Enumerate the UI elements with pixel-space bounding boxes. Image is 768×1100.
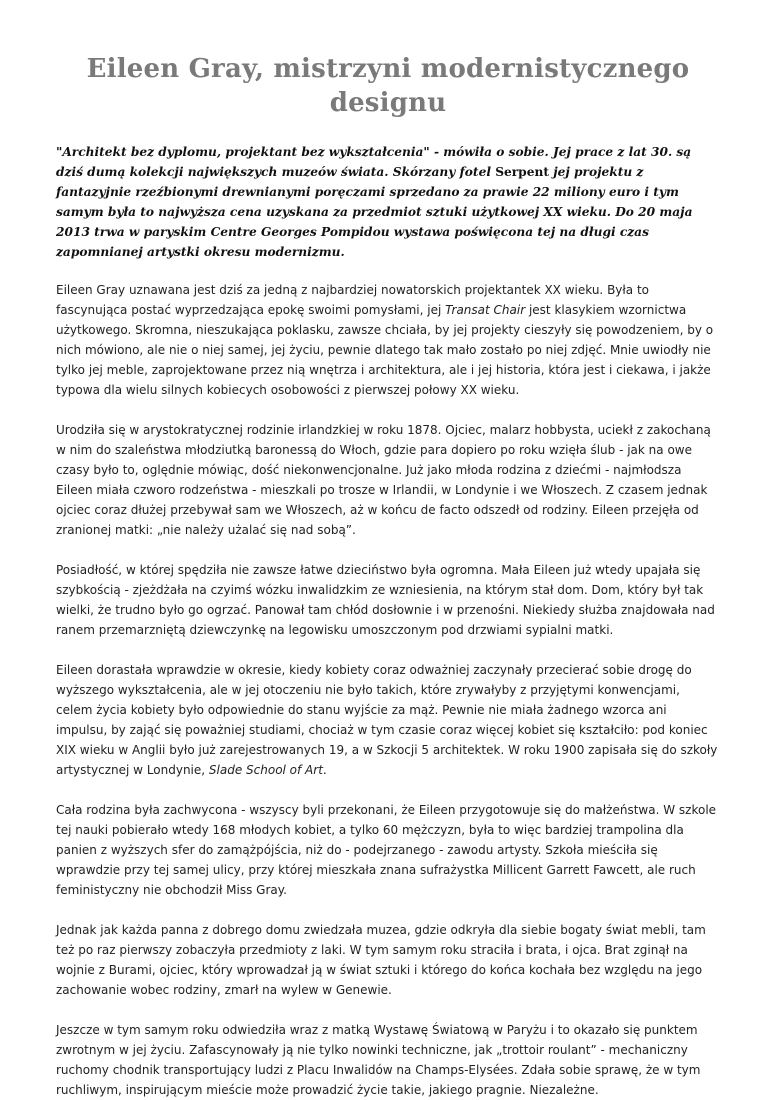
paragraph-1-c: jest klasykiem wzornictwa użytkowego. Skromna, nieszukająca poklasku, zawsze chciała, by jej projekty cieszyły się powodzeniem, by o nich mówiono, ale nie o niej samej, jej życiu, pewnie dlatego tak mało zostało po niej zdjęć. Mnie uwiodły nie tylko jej meble, zaprojektowane przez nią wnętrza i architektura, ale i jej historia, która jest i ciekawa, i jakże typowa dla wielu silnych kobiecych osobowości z pierwszej połowy XX wieku. (56, 303, 714, 397)
paragraph-1-transat-chair: Transat Chair (445, 303, 526, 317)
article-title: Eileen Gray, mistrzyni modernistycznego designu (86, 54, 690, 118)
paragraph-2: Urodziła się w arystokratycznej rodzinie irlandzkiej w roku 1878. Ojciec, malarz hobbysta, uciekł z zakochaną w nim do szaleństwa młodziutką baronessą do Włoch, gdzie para dopiero po roku wzięła ślub - jak na owe czasy było to, oględnie mówiąc, dość niekonwencjonalne. Już jako młoda rodzina z dziećmi - najmłodsza Eileen miała czworo rodzeństwa - mieszkali po trosze w Irlandii, w Londynie i we Włoszech. Z czasem jednak ojciec coraz dłużej przebywał sam we Włoszech, aż w końcu de facto odszedł od rodziny. Eileen przejęła od zranionej matki: „nie należy użalać się nad sobą”. (56, 423, 711, 537)
paragraph-4 (56, 660, 720, 780)
paragraph-7: Jeszcze w tym samym roku odwiedziła wraz z matką Wystawę Światową w Paryżu i to okazało się punktem zwrotnym w jej życiu. Zafascynowały ją nie tylko nowinki techniczne, jak „trottoir roulant” - mechaniczny ruchomy chodnik transportujący ludzi z Placu Inwalidów na Champs-Elysées. Zdała sobie sprawę, że w tym ruchliwym, inspirującym mieście może prowadzić życie takie, jakiego pragnie. Niezależne. (56, 1023, 701, 1097)
lead-text-serpent: Serpent (495, 165, 549, 179)
paragraph-4-a: Eileen dorastała wprawdzie w okresie, kiedy kobiety coraz odważniej zaczynały przecierać sobie drogę do wyższego wykształcenia, ale w jej otoczeniu nie było takich, które zrywałyby z przyjętymi konwencjami, celem życia kobiety było odpowiednie do stanu wyjście za mąż. Pewnie nie miała żadnego wzorca ani impulsu, by zająć się poważniej studiami, chociaż w tym czasie coraz więcej kobiet się kształciło: pod koniec XIX wieku w Anglii było już zarejestrowanych 19, a w Szkocji 5 architektek. W roku 1900 zapisała się do szkoły artystycznej w Londynie, (56, 663, 718, 777)
article-lead (56, 142, 720, 262)
paragraph-5: Cała rodzina była zachwycona - wszyscy byli przekonani, że Eileen przygotowuje się do małżeństwa. W szkole tej nauki pobierało wtedy 168 młodych kobiet, a tylko 60 mężczyzn, była to więc bardziej trampolina dla panien z wyższych sfer do zamążpójścia, niż do - podejrzanego - zawodu artysty. Szkoła mieściła się wprawdzie przy tej samej ulicy, przy której mieszkała znana sufrażystka Millicent Garrett Fawcett, ale ruch feministyczny nie obchodził Miss Gray. (56, 803, 717, 897)
article (56, 0, 720, 1100)
lead-text-2: jej projektu z fantazyjnie rzeźbionymi drewnianymi poręczami sprzedano za prawie 22 miliony euro i tym samym była to najwyższa cena uzyskana za przedmiot sztuki użytkowej XX wieku. Do 20 maja 2013 trwa w paryskim Centre Georges Pompidou wystawa poświęcona tej na długi czas zapomnianej artystki okresu modernizmu. (56, 165, 693, 259)
paragraph-4-c: . (322, 763, 327, 777)
paragraph-6: Jednak jak każda panna z dobrego domu zwiedzała muzea, gdzie odkryła dla siebie bogaty świat mebli, tam też po raz pierwszy zobaczyła przedmioty z laki. W tym samym roku straciła i brata, i ojca. Brat zginął na wojnie z Burami, ojciec, który wprowadzał ją w świat sztuki i którego do końca kochała bez względu na jego zachowanie wobec rodziny, zmarł na wylew w Genewie. (56, 923, 706, 997)
paragraph-4-slade: Slade School of Art (208, 763, 323, 777)
paragraph-1 (56, 280, 720, 400)
paragraph-3: Posiadłość, w której spędziła nie zawsze łatwe dzieciństwo była ogromna. Mała Eileen już wtedy upajała się szybkością - zjeżdżała na czyimś wózku inwalidzkim ze wzniesienia, na którym stał dom. Dom, który był tak wielki, że trudno było go ogrzać. Panował tam chłód dosłownie i w przenośni. Niekiedy służba znajdowała nad ranem przemarzniętą dziewczynkę na legowisku umoszczonym pod drzwiami sypialni matki. (56, 563, 715, 637)
paragraph-1-a: Eileen Gray uznawana jest dziś za jedną z najbardziej nowatorskich projektantek XX wieku. Była to fascynująca postać wyprzedzająca epokę swoimi pomysłami, jej (56, 283, 650, 317)
lead-text-1: "Architekt bez dyplomu, projektant bez wykształcenia" - mówiła o sobie. Jej prace z lat 30. są dziś dumą kolekcji największych muzeów świata. Skórzany fotel (56, 145, 692, 179)
